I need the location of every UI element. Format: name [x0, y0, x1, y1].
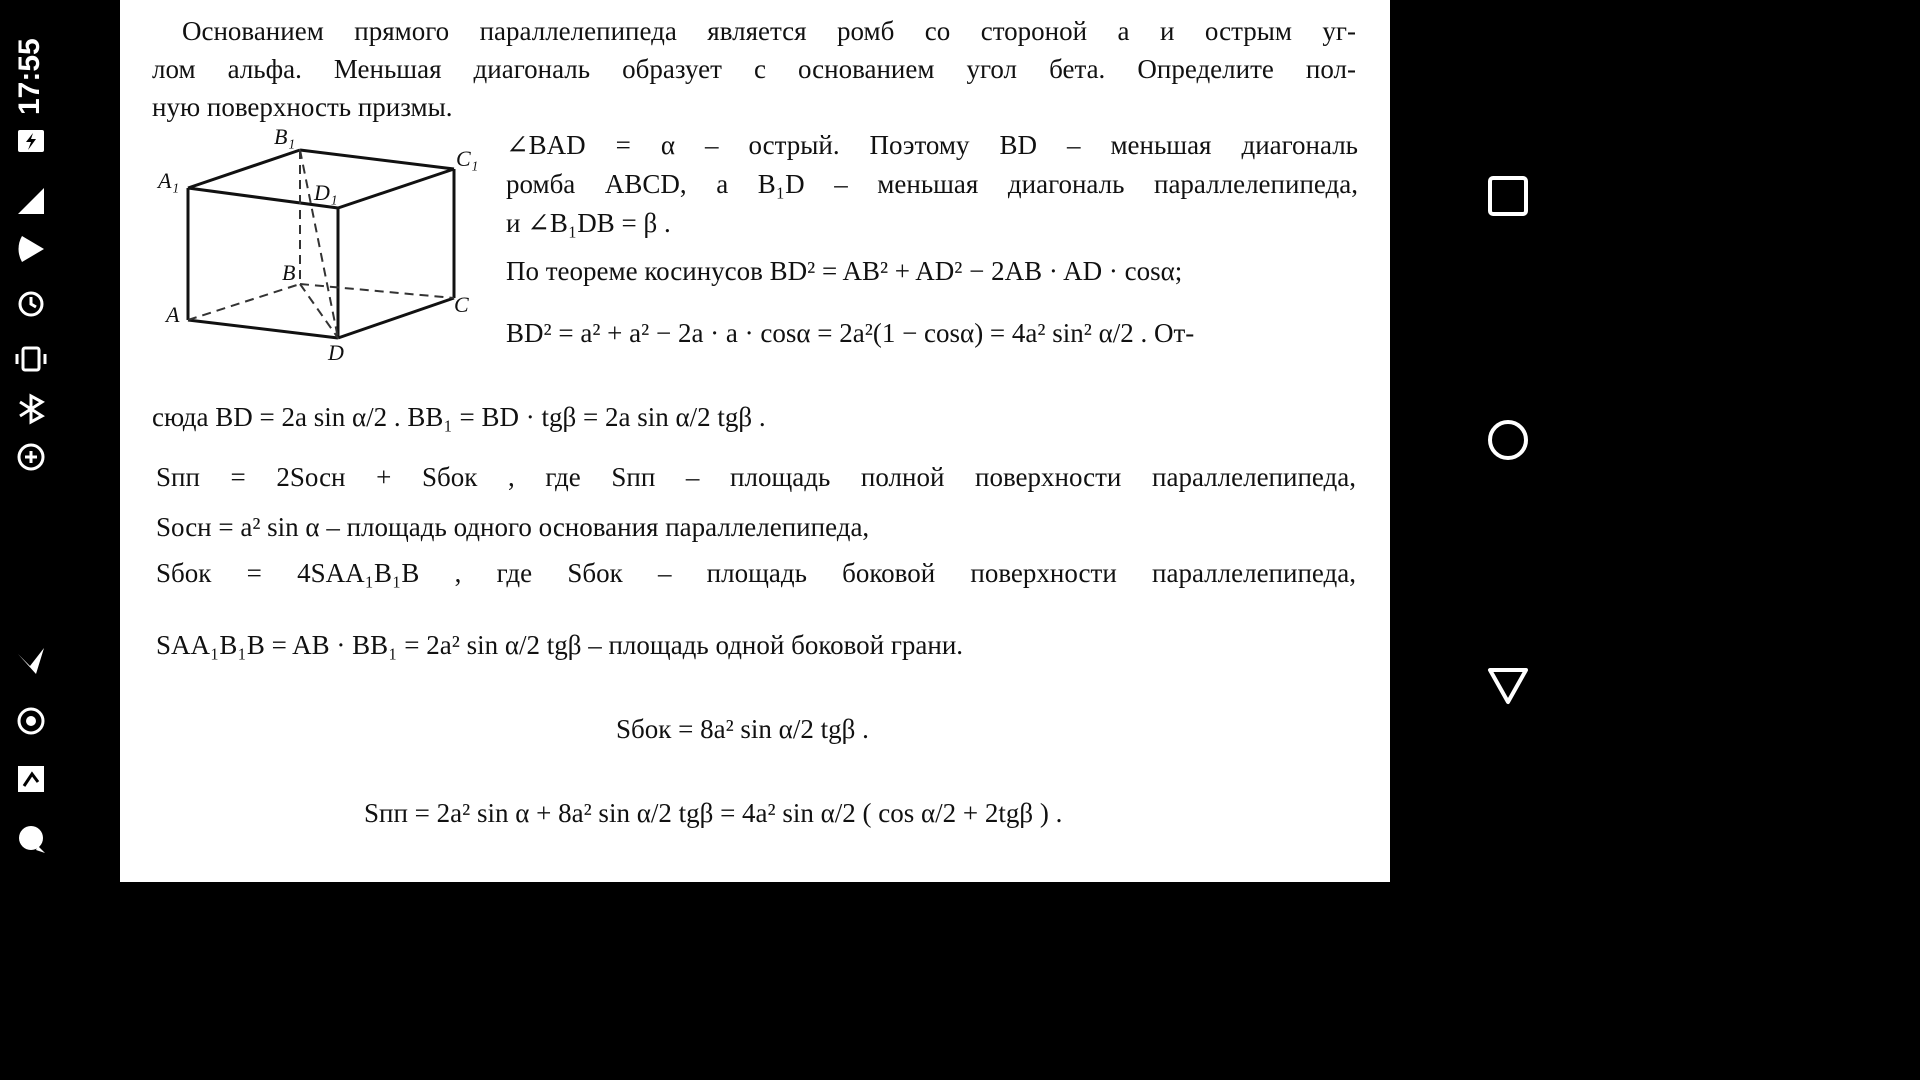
edge-ab-hidden	[188, 284, 300, 320]
solution-line-1: ∠BAD = α – острый. Поэтому BD – меньшая диагональ	[506, 130, 1358, 160]
solution-line-4: По теореме косинусов BD² = AB² + AD² − 2AB · AD · cosα;	[506, 256, 1183, 286]
label-b1: B₁	[274, 124, 296, 149]
battery-charging-icon	[14, 124, 48, 158]
circle-app-icon	[14, 704, 48, 738]
parallelepiped-figure	[156, 124, 486, 369]
status-bar	[0, 0, 120, 882]
label-a: A	[166, 302, 180, 327]
label-d1: D₁	[314, 180, 338, 205]
solution-line-5: BD² = a² + a² − 2a · a · cosα = 2a²(1 − cosα) = 4a² sin² α/2 . От-	[506, 318, 1195, 348]
label-c: C	[454, 292, 469, 317]
bluetooth-icon	[14, 392, 48, 426]
solution-line-6: сюда BD = 2a sin α/2 . BB₁ = BD · tgβ = 2a sin α/2 tgβ .	[152, 402, 766, 432]
formula-side-surface: Sбок = 8a² sin α/2 tgβ .	[616, 714, 869, 744]
edge-b1c1	[300, 150, 454, 169]
edge-c1d1	[338, 169, 454, 208]
vibrate-icon	[14, 342, 48, 376]
diagonal-bd-hidden	[300, 284, 338, 338]
solution-line-10: SAA₁B₁B = AB · BB₁ = 2a² sin α/2 tgβ – площадь одной боковой грани.	[156, 630, 964, 660]
navigation-bar	[1390, 0, 1568, 882]
solution-line-3: и ∠B₁DB = β .	[506, 208, 671, 238]
home-circle-icon[interactable]	[1486, 418, 1530, 462]
solution-line-7: Sпп = 2Sосн + Sбок , где Sпп – площадь полной поверхности параллелепипеда,	[156, 462, 1356, 492]
label-a1: A₁	[158, 168, 180, 193]
label-b: B	[282, 260, 296, 285]
recent-apps-square-icon[interactable]	[1486, 174, 1530, 218]
document-page	[120, 0, 1390, 882]
formula-total-surface: Sпп = 2a² sin α + 8a² sin α/2 tgβ = 4a² sin α/2 ( cos α/2 + 2tgβ ) .	[364, 798, 1063, 828]
status-time: 17:55	[13, 38, 46, 115]
photo-app-icon	[14, 762, 48, 796]
label-d: D	[328, 340, 344, 365]
solution-line-8: Sосн = a² sin α – площадь одного основания параллелепипеда,	[156, 512, 870, 542]
alarm-icon	[14, 286, 48, 320]
problem-line-2: лом альфа. Меньшая диагональ образует с основанием угол бета. Определите пол-	[152, 54, 1356, 84]
problem-line-1: Основанием прямого параллелепипеда является ромб со стороной a и острым уг-	[182, 16, 1356, 46]
solution-line-2: ромба ABCD, а B₁D – меньшая диагональ параллелепипеда,	[506, 169, 1358, 199]
label-c1: C₁	[456, 146, 479, 171]
chat-bubble-icon	[14, 822, 48, 856]
back-triangle-icon[interactable]	[1486, 664, 1530, 708]
edge-bc-hidden	[300, 284, 454, 298]
solution-line-9: Sбок = 4SAA₁B₁B , где Sбок – площадь боковой поверхности параллелепипеда,	[156, 558, 1356, 588]
data-saver-icon	[14, 440, 48, 474]
edge-ad	[188, 320, 338, 338]
app-notification-icon	[14, 644, 48, 678]
edge-a1b1	[188, 150, 300, 188]
signal-icon	[14, 184, 48, 218]
problem-line-3: ную поверхность призмы.	[152, 92, 453, 122]
edge-dc	[338, 298, 454, 338]
wifi-icon	[14, 232, 48, 266]
